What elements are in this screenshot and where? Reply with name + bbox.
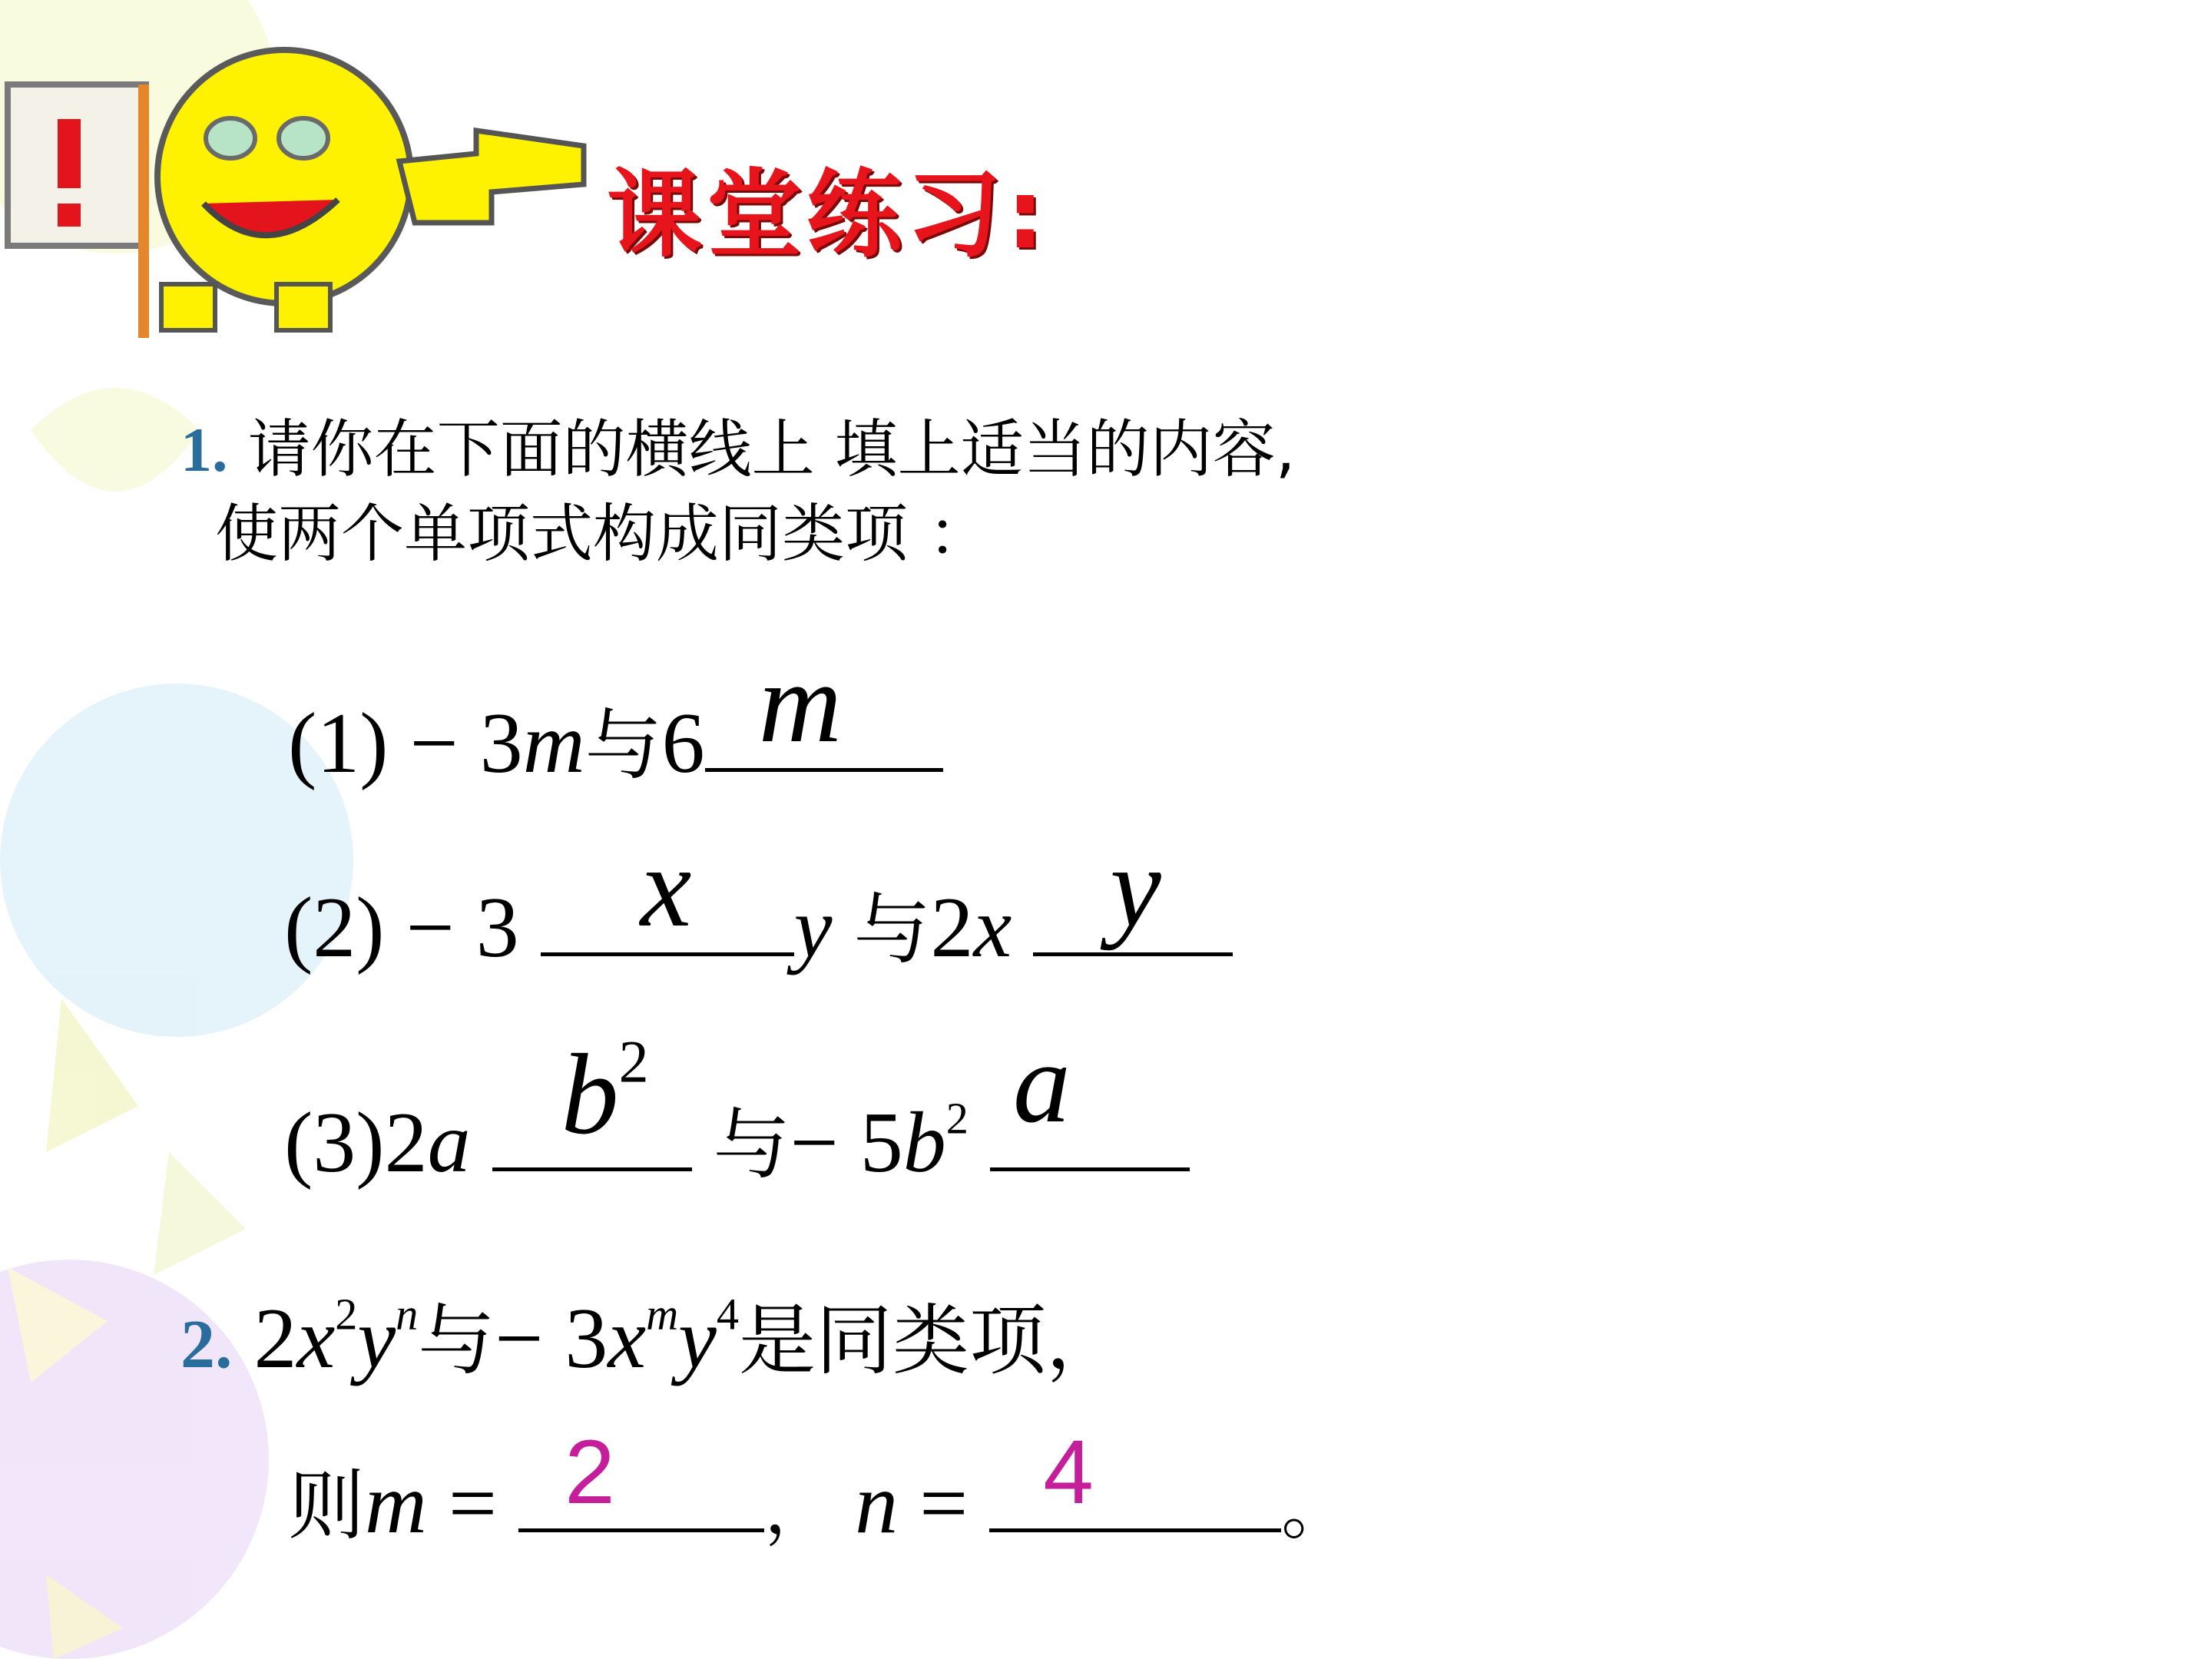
m-answer: 2 [565, 1422, 615, 1523]
answer-blank[interactable] [1033, 823, 1233, 956]
variable: y [357, 1291, 396, 1386]
exponent: n [396, 1289, 419, 1339]
then-label: 则 [288, 1461, 365, 1551]
comma: ， [764, 1469, 834, 1549]
item-label: (3) [284, 1095, 385, 1190]
answer: x [640, 823, 692, 951]
conjunction: 与 [418, 1296, 495, 1386]
n-answer: 4 [1043, 1422, 1094, 1523]
variable: x [973, 880, 1012, 975]
m-answer-blank[interactable] [518, 1422, 764, 1532]
q1-item-1 [288, 639, 943, 794]
conjunction: 与 [853, 885, 931, 975]
n-answer-blank[interactable] [989, 1422, 1281, 1532]
answer-blank[interactable] [705, 639, 943, 772]
variable: y [678, 1291, 717, 1386]
period: 。 [1281, 1469, 1351, 1549]
exponent: 4 [716, 1289, 739, 1339]
coefficient: 2 [253, 1291, 297, 1386]
statement-suffix: 是同类项， [738, 1296, 1123, 1386]
answer: m [758, 639, 842, 767]
coefficient: − 3 [409, 696, 523, 791]
page-title: 课堂练习: [607, 160, 1049, 270]
answer-blank[interactable] [492, 1028, 692, 1171]
q1-instruction-2: 使两个单项式构成同类项 ： [215, 498, 992, 571]
variable: m [522, 696, 585, 791]
q2-number: 2. [180, 1306, 233, 1382]
answer-blank[interactable] [990, 1019, 1190, 1171]
equals-sign: = [898, 1456, 990, 1551]
coefficient: 2 [930, 880, 974, 975]
variable: y [793, 880, 833, 975]
answer: y [1110, 823, 1161, 951]
q2-line1 [180, 1279, 1123, 1389]
q1-item-3 [284, 1019, 1190, 1194]
equals-sign: = [426, 1456, 519, 1551]
q1-item-2 [284, 823, 1233, 979]
variable: a [427, 1095, 471, 1190]
exponent: m [646, 1289, 679, 1339]
conjunction: 与 [713, 1100, 790, 1190]
answer-blank[interactable] [541, 823, 794, 956]
q1-line1 [180, 399, 1296, 489]
variable: n [855, 1456, 899, 1551]
item-label: (1) [288, 696, 389, 791]
smiley-mascot-icon [0, 31, 599, 338]
coefficient: − 5 [790, 1095, 903, 1190]
coefficient: − 3 [495, 1291, 608, 1386]
item-label: (2) [284, 880, 385, 975]
variable: m [365, 1456, 427, 1551]
answer: $b^2$ [561, 1028, 649, 1158]
q1-number: 1. [180, 415, 228, 485]
coefficient: 2 [384, 1095, 428, 1190]
variable: x [296, 1291, 336, 1386]
exponent: 2 [945, 1093, 969, 1144]
coefficient: − 3 [406, 880, 519, 975]
variable: b [902, 1095, 946, 1190]
coefficient: 6 [661, 696, 705, 791]
q1-instruction-1: 请你在下面的横线上 填上适当的内容, [247, 413, 1296, 486]
q2-line2 [288, 1422, 1351, 1555]
exponent: 2 [335, 1289, 358, 1339]
variable: x [608, 1291, 647, 1386]
answer: a [1012, 1019, 1071, 1147]
conjunction: 与 [584, 700, 662, 790]
